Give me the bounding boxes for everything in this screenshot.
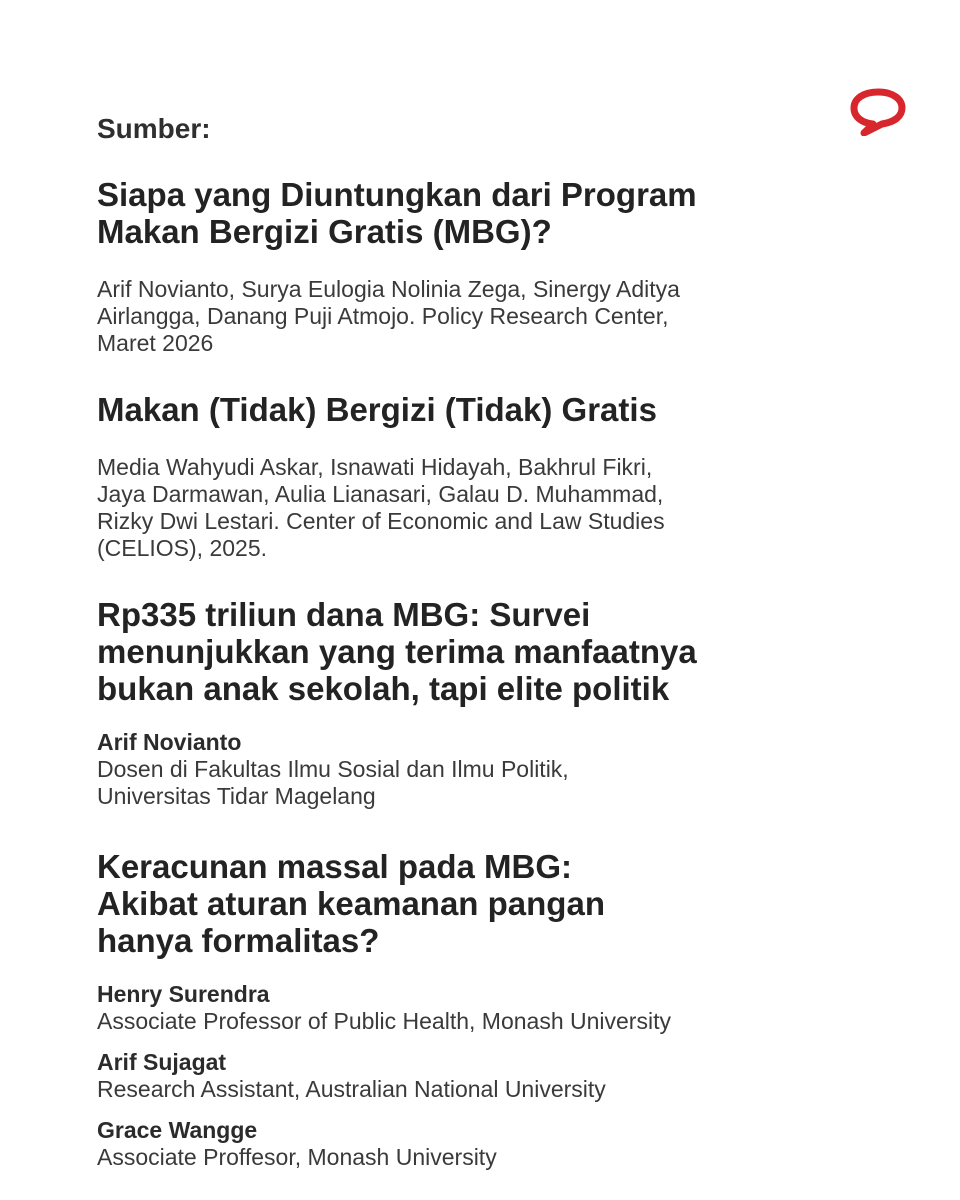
- author-name: Henry Surendra: [97, 981, 270, 1007]
- sources-list: [97, 112, 857, 1185]
- source-title: Rp335 triliun dana MBG: Survei menunjukkan yang terima manfaatnya bukan anak sekolah, tapi elite politik: [97, 596, 697, 707]
- source-meta: Media Wahyudi Askar, Isnawati Hidayah, Bakhrul Fikri, Jaya Darmawan, Aulia Lianasari, Galau D. Muhammad, Rizky Dwi Lestari. Center of Economic and Law Studies (CELIOS), 2025.: [97, 454, 665, 561]
- author-role: Research Assistant, Australian National University: [97, 1076, 606, 1102]
- author-role: Associate Proffesor, Monash University: [97, 1144, 497, 1170]
- source-title: Keracunan massal pada MBG: Akibat aturan keamanan pangan hanya formalitas?: [97, 848, 605, 959]
- author-block: [97, 1117, 857, 1171]
- speech-bubble-icon: [849, 88, 907, 136]
- sources-heading: Sumber:: [97, 113, 211, 144]
- author-block: [97, 729, 857, 810]
- source-item: [97, 596, 857, 810]
- source-item: [97, 848, 857, 1171]
- author-name: Grace Wangge: [97, 1117, 258, 1143]
- source-meta: Arif Novianto, Surya Eulogia Nolinia Zega, Sinergy Aditya Airlangga, Danang Puji Atmojo. Policy Research Center, Maret 2026: [97, 276, 680, 356]
- author-block: [97, 1049, 857, 1103]
- author-role: Dosen di Fakultas Ilmu Sosial dan Ilmu Politik, Universitas Tidar Magelang: [97, 756, 569, 809]
- source-item: [97, 176, 857, 357]
- author-name: Arif Novianto: [97, 729, 242, 755]
- source-title: Makan (Tidak) Bergizi (Tidak) Gratis: [97, 391, 657, 428]
- source-item: [97, 391, 857, 562]
- source-title: Siapa yang Diuntungkan dari Program Makan Bergizi Gratis (MBG)?: [97, 176, 697, 250]
- author-name: Arif Sujagat: [97, 1049, 227, 1075]
- author-role: Associate Professor of Public Health, Monash University: [97, 1008, 671, 1034]
- author-block: [97, 981, 857, 1035]
